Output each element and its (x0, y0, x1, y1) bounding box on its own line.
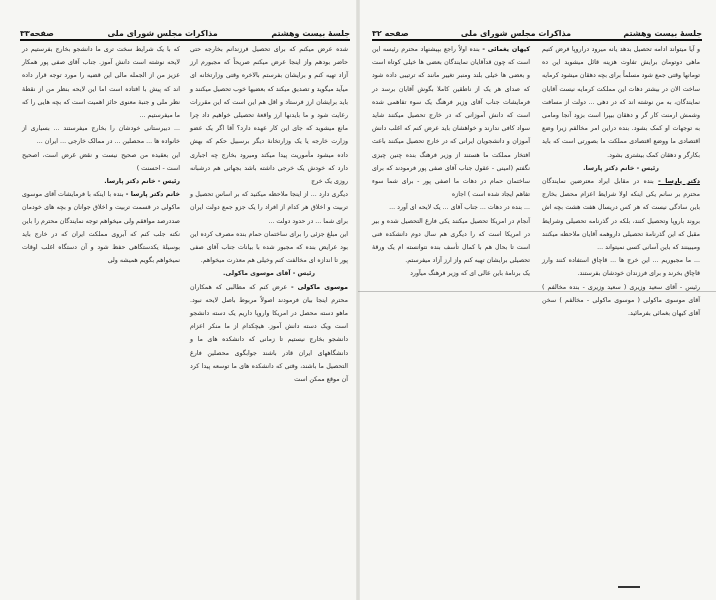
publication-title: مذاکرات مجلس شورای ملی (460, 29, 572, 38)
speech (22, 188, 180, 267)
session-label: جلسهٔ بیست وهشتم (271, 29, 350, 38)
paragraph: این بعقیده من صحیح نیست و نقض غرض است، اصحیح است - احسنت ) (22, 151, 180, 172)
paragraph: شده عرض میکنم که برای تحصیل فرزندانم بخارجه حتی حاضر بودهم واز اینجا عرض میکنم صریحاً که مجبورم ارز آزاد تهیه کنم و برایشان بفرستم بالاخره وقتی وزارتخانه ای میآید میگوید و تصدیق میکند که بعضیها خوب تحصیل میکنند و باید برایشان ارز فرستاد و اقل هم این است که این مقررات رعایت شود و ما بایدنها ارز واقعهٔ تحصیلی خواهیم داد چرا مانع میشوید که جای این کار عهده دارد؟ آقا اگر یک عضو وزارت خارجه یا یک وزارتخانهٔ دیگر برسبیل حکم که بهش داده میشود مأموریت پیدا میکند ومیرود بخارج چه اجباری دارد که خودش یک خرجی داشته باشد بجهاتی هم درشبانه روزی یک خرج (190, 46, 348, 186)
session-label: جلسهٔ بیست وهشتم (623, 29, 702, 38)
speech-text: عرض کنم که مطالبی که همکاران محترم اینجا بیان فرمودند اصولاً مربوط باصل لایحه نبود. ماهو دسته محصل در امریکا واروپا داریم یک دسته دانشجو است ویک دسته دانش آموز. هیچکدام از ما منکر اعزام دانشجو بخارج نیستیم تا زمانی که دانشکده های ما و دانشگاههای ایران قادر باشند جوابگوی محصلین فارغ التحصیل ما باشند، وقتی که دانشکده های ما توسعه پیدا کرد آن موقع ممکن است (190, 283, 348, 384)
column-left (372, 43, 530, 281)
speech-text: بنده اولاً راجع بپیشنهاد محترم رئیسه این است که چون قدآقایان نمایندگان بعضی ها خیلی کوتاه است و بعضی ها خیلی بلند ومنبر تغییر مانند که ترتیبی داده شود که صدای هر یک از ناطقین کاملا بگوش آقایان برسد در فرمایشات جناب آقای وزیر فرهنگ یک سوء تفاهمی شده است که دانش آموزانی که در خارج تحصیل میکنند شاید سواد کافی ندارند و خواهشان باید عرض کنم که اغلب دانش آموزان و دانشجویان ایرانی که در خارج تحصیل میکنند باعث افتخار مملکت ما هستند از وزیر فرهنگ بنده چنین چیزی نگفتم (امینی - عقول جناب آقای صفی پور فرمودند که برای ساختمان حمام در دهات ما اصفی پور - برای شما سوء تفاهم ایجاد شده است ) اجازه (372, 46, 530, 199)
column-right (190, 43, 348, 386)
paragraph: که با یک شرایط سخت تری ما دانشجو بخارج بفرستیم در لایحه نوشته است دانش آموز. جناب آقای صفی پور همکار عزیز من از الجمله مالی این قضیه را مورد توجه قرار داده اند که پیش با افتاده است اما این لایحه بنظر من از نقطهٔ نظر ملی و جنبهٔ معنوی حائز اهمیت است که بچه هایی را که ما میفرستیم ... (22, 46, 180, 120)
paragraph: ... دبیرستانی خودشان را بخارج میفرستند ... بسیاری از خانواده ها ... محصلین ... در ممالک خارجی ... ایران ... (22, 125, 180, 146)
speaker-heading: رئیس - خانم دکتر پارسا. (104, 178, 180, 186)
speaker-name: دکتر پارسا - (658, 178, 700, 186)
paragraph: ... ما مجبوریم ... این خرج ها ... قاچاق استفاده کنند وارز قاچاق بخرند و برای فرزندان خودشان بفرستند. (542, 257, 700, 278)
speaker-name: خانم دکتر پارسا - (125, 191, 180, 199)
paragraph: دیگری دارد ... از اینجا ملاحظه میکنید که بر اساس تحصیل و تربیت و اخلاق هر کدام از افراد را یک جزو جمع دولت ایران برای شما ... در حدود دولت ... (190, 191, 348, 225)
section-end-mark (618, 586, 640, 588)
speech (372, 43, 530, 201)
page-number: صفحه۳۳ (20, 29, 54, 38)
page-header (20, 24, 350, 38)
paragraph: این مبلغ جزئی را برای ساختمان حمام بنده مصرف کرده این بود عرایض بنده که مجبور شده با بیانات جناب آقای صفی پور تا اندازه ای مخالفت کنم وخیلی هم معذرت میخواهم. (190, 230, 348, 265)
page-32 (358, 0, 716, 600)
paragraph: و آیا میتواند ادامه تحصیل بدهد یانه میرود دراروپا فرض کنیم ماهی دوتومان برایش تفاوت هزینه قائل میشوید این ده تومانها وقتی جمع شود مسلماً برای بچه دهقان میشود کرمایه ساخت الان در بیشتر دهات این مملکت کرمایه نیست آقایان نمایندگان، به من نوشته اند که در دهی ... دولت از مسافت وشمش ارمنت کار گر و دهقان بیپرا است بزود آنجا ومامی به توجهات او کمک بشود. بنده دراین امر مخالفم زیرا وضع اقتصادی ما ووضع اقتصادی مملکت ما بصورتی است که باید بکارگر و دهقان کمک بیشتری بشود. (542, 46, 700, 159)
speaker-heading: رئیس - خانم دکتر پارسا. (583, 164, 659, 172)
speaker-name: کیهان یغمائی - (482, 46, 530, 53)
page-number: صفحه ۳۲ (372, 29, 409, 38)
speech-text: بنده با اینکه با فرمایشات آقای موسوی ماکولی در قسمت تربیت و اخلاق جوانان و بچه های خودمان صددرصد موافقم ولی میخواهم توجه نمایندگان محترم را باین نکته جلب کنم که آبروی مملکت ایران که در خارج باید بوسیلهٔ یکدستگاهی حفظ شود و آن دستگاه اغلب اوقات نمیخواهم بگویم همیشه ولی (22, 191, 180, 265)
publication-title: مذاکرات مجلس شورای ملی (107, 29, 218, 38)
scan-artifact-line (358, 291, 716, 292)
header-rule (20, 39, 350, 41)
speech (190, 281, 348, 387)
page-header (372, 24, 702, 38)
speaker-heading: رئیس - آقای موسوی ماکولی. (222, 270, 316, 278)
speaker-name: موسوی ماکولی - (290, 283, 348, 291)
header-rule (372, 39, 702, 41)
column-left (22, 43, 180, 267)
speech-text: بنده در مقابل ایراد معترضین نمایندگان محترم بر سانم یکی اینکه اولا شرایط اعزام محصل بخارج باین سادگی نیست که هر کس دریسال هفت هشت بچه اش بروند باروپا وتحصیل کنند، بلکه در گذرنامه تحصیلی وشرایط مقبل که این گذرنامهٔ تحصیلی داروهمه آقایان ملاحظه میکنند ومیبینند که باین آسانی کسی نمیتواند ... (542, 178, 700, 252)
speaker-heading: رئیس - آقای سعید وزیری ( سعید وزیری - بنده مخالفم ) آقای موسوی ماکولی ( موسوی ماکولی - مخالفم ) سخن آقای کیهان بغمائی بفرمائید. (542, 283, 700, 318)
speech (542, 175, 700, 254)
column-right (542, 43, 700, 320)
paragraph: ... بنده در دهات ... جناب آقای ... یک لایحه ای آورد ... (389, 204, 530, 212)
paragraph: آنجام در امریکا تحصیل میکنند یکی فارغ التحصیل شده و بیر در امریکا است که را دیگری هم سال دوم دانشکده فنی است تا بحال هم با کمال تأسف بنده نتوانسته ام یک ورقهٔ تحصیلی برایشان تهیه کنم واز ارز آزاد میفرستم. (372, 217, 530, 265)
paragraph: یک برنامهٔ باین عالی ای که وزیر فرهنگ میآورد (410, 270, 530, 278)
